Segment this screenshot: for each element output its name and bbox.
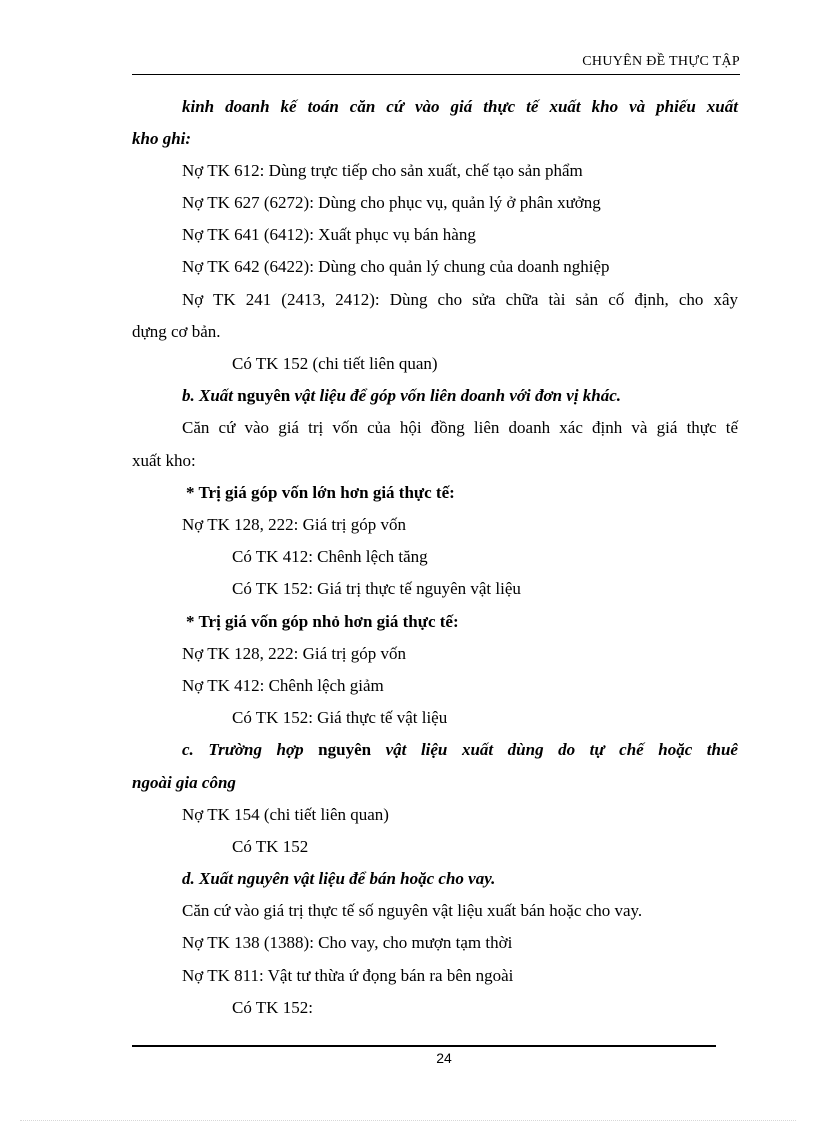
paragraph-line: Căn cứ vào giá trị thực tế số nguyên vật liệu xuất bán hoặc cho vay. [182, 901, 643, 920]
entry-line: Nợ TK 641 (6412): Xuất phục vụ bán hàng [182, 225, 476, 244]
paragraph-line: kho ghi: [132, 129, 192, 148]
section-heading-c [182, 740, 738, 760]
credit-line: Có TK 152: Giá thực tế vật liệu [232, 708, 448, 727]
heading-b-mid: nguyên [233, 386, 295, 405]
credit-line: Có TK 152: Giá trị thực tế nguyên vật liệu [232, 579, 521, 598]
entry-line: Nợ TK 241 (2413, 2412): Dùng cho sửa chữa tài sản cố định, cho xây [182, 290, 738, 309]
sub-heading: * Trị giá vốn góp nhỏ hơn giá thực tế: [186, 612, 459, 631]
entry-line: Nợ TK 811: Vật tư thừa ứ đọng bán ra bên ngoài [182, 966, 514, 985]
heading-c-prefix: c. Trường hợp [182, 740, 304, 759]
credit-line: Có TK 152 [232, 837, 309, 856]
heading-b-prefix: b. Xuất [182, 386, 234, 405]
credit-line: Có TK 152: [232, 998, 313, 1017]
running-header: CHUYÊN ĐỀ THỰC TẬP [582, 54, 740, 69]
paragraph-line: kinh doanh kế toán căn cứ vào giá thực tế xuất kho và phiếu xuất [182, 97, 738, 116]
heading-c-mid: nguyên [303, 740, 386, 759]
heading-b-rest: vật liệu để góp vốn liên doanh với đơn vị khác. [294, 386, 622, 405]
page-edge-dots [20, 1120, 796, 1121]
entry-line: Nợ TK 154 (chi tiết liên quan) [182, 805, 389, 824]
footer-rule [132, 1045, 716, 1047]
entry-line: Nợ TK 642 (6422): Dùng cho quản lý chung của doanh nghiệp [182, 257, 610, 276]
section-heading-d: d. Xuất nguyên vật liệu để bán hoặc cho vay. [182, 869, 496, 888]
entry-line: Nợ TK 412: Chênh lệch giảm [182, 676, 384, 695]
section-heading-b [182, 386, 788, 406]
paragraph-line: xuất kho: [132, 451, 196, 470]
credit-line: Có TK 412: Chênh lệch tăng [232, 547, 428, 566]
heading-c-rest: vật liệu xuất dùng do tự chế hoặc thuê [385, 740, 738, 759]
paragraph-line: Căn cứ vào giá trị vốn của hội đồng liên doanh xác định và giá thực tế [182, 418, 738, 437]
entry-line: Nợ TK 612: Dùng trực tiếp cho sản xuất, chế tạo sản phẩm [182, 161, 583, 180]
entry-line: Nợ TK 138 (1388): Cho vay, cho mượn tạm thời [182, 933, 513, 952]
sub-heading: * Trị giá góp vốn lớn hơn giá thực tế: [186, 483, 455, 502]
page-number: 24 [436, 1050, 452, 1066]
entry-line: Nợ TK 128, 222: Giá trị góp vốn [182, 515, 406, 534]
header-rule [132, 74, 740, 75]
entry-line: dựng cơ bản. [132, 322, 221, 341]
section-heading-c-cont: ngoài gia công [132, 773, 236, 792]
entry-line: Nợ TK 627 (6272): Dùng cho phục vụ, quản lý ở phân xưởng [182, 193, 601, 212]
entry-line: Nợ TK 128, 222: Giá trị góp vốn [182, 644, 406, 663]
credit-line: Có TK 152 (chi tiết liên quan) [232, 354, 438, 373]
